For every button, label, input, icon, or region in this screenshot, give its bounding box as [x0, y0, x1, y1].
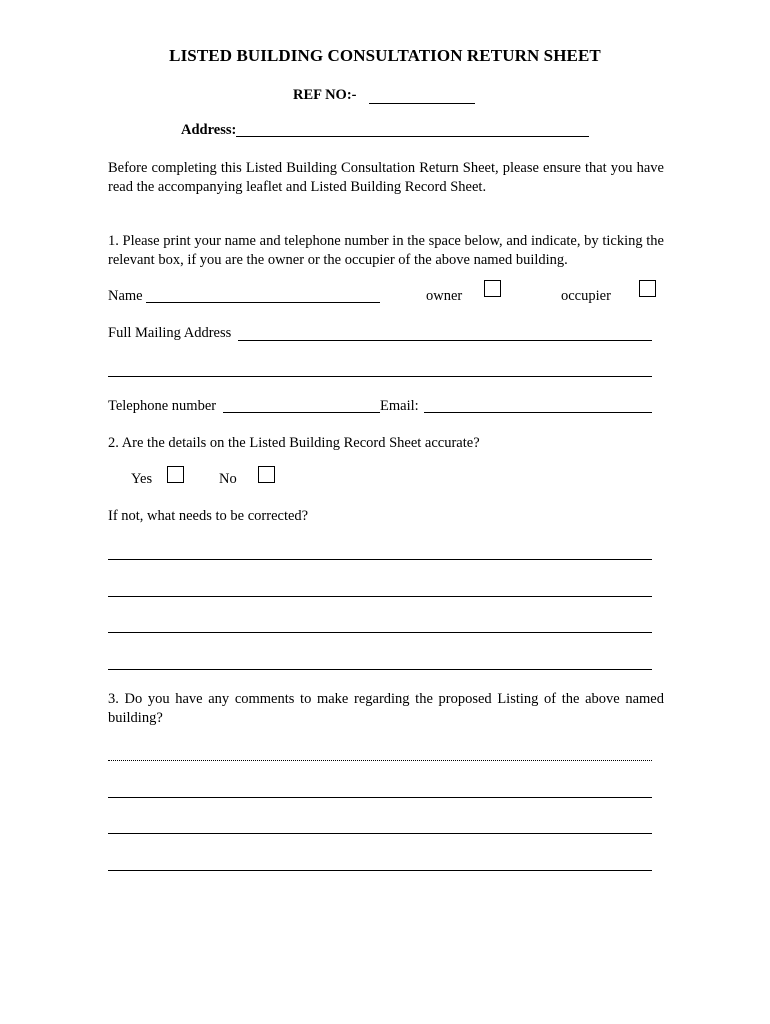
correction-line-2[interactable] — [108, 596, 652, 597]
comments-line-4[interactable] — [108, 870, 652, 871]
comments-line-1[interactable] — [108, 760, 652, 761]
question-1-text: 1. Please print your name and telephone number in the space below, and indicate, by ticking the relevant box, if you are the owner or the occupier of the above named building. — [108, 233, 664, 268]
telephone-label: Telephone number — [108, 398, 217, 414]
correction-label: If not, what needs to be corrected? — [108, 508, 309, 524]
comments-line-3[interactable] — [108, 833, 652, 834]
ref-no-label: REF NO:- — [293, 87, 357, 103]
intro-paragraph: Before completing this Listed Building Consultation Return Sheet, please ensure that you have read the accompanying leaflet and Listed Building Record Sheet. — [108, 160, 664, 195]
address-field[interactable] — [236, 136, 589, 137]
name-label: Name — [108, 288, 143, 304]
occupier-label: occupier — [561, 288, 611, 304]
correction-line-4[interactable] — [108, 669, 652, 670]
email-field[interactable] — [424, 412, 652, 413]
comments-line-2[interactable] — [108, 797, 652, 798]
owner-checkbox[interactable] — [484, 280, 501, 297]
occupier-checkbox[interactable] — [639, 280, 656, 297]
owner-label: owner — [426, 288, 463, 304]
form-title: LISTED BUILDING CONSULTATION RETURN SHEET — [169, 46, 601, 65]
ref-no-field[interactable] — [369, 103, 475, 104]
question-2-text: 2. Are the details on the Listed Building Record Sheet accurate? — [108, 435, 480, 451]
telephone-field[interactable] — [223, 412, 380, 413]
no-label: No — [219, 471, 237, 487]
question-3-text: 3. Do you have any comments to make regarding the proposed Listing of the above named building? — [108, 691, 664, 726]
correction-line-1[interactable] — [108, 559, 652, 560]
mailing-address-field[interactable] — [238, 340, 652, 341]
mailing-address-field-line-2[interactable] — [108, 376, 652, 377]
address-label: Address: — [181, 122, 237, 138]
email-label: Email: — [380, 398, 419, 414]
yes-checkbox[interactable] — [167, 466, 184, 483]
mailing-address-label: Full Mailing Address — [108, 325, 232, 341]
name-field[interactable] — [146, 302, 380, 303]
no-checkbox[interactable] — [258, 466, 275, 483]
correction-line-3[interactable] — [108, 632, 652, 633]
yes-label: Yes — [131, 471, 153, 487]
